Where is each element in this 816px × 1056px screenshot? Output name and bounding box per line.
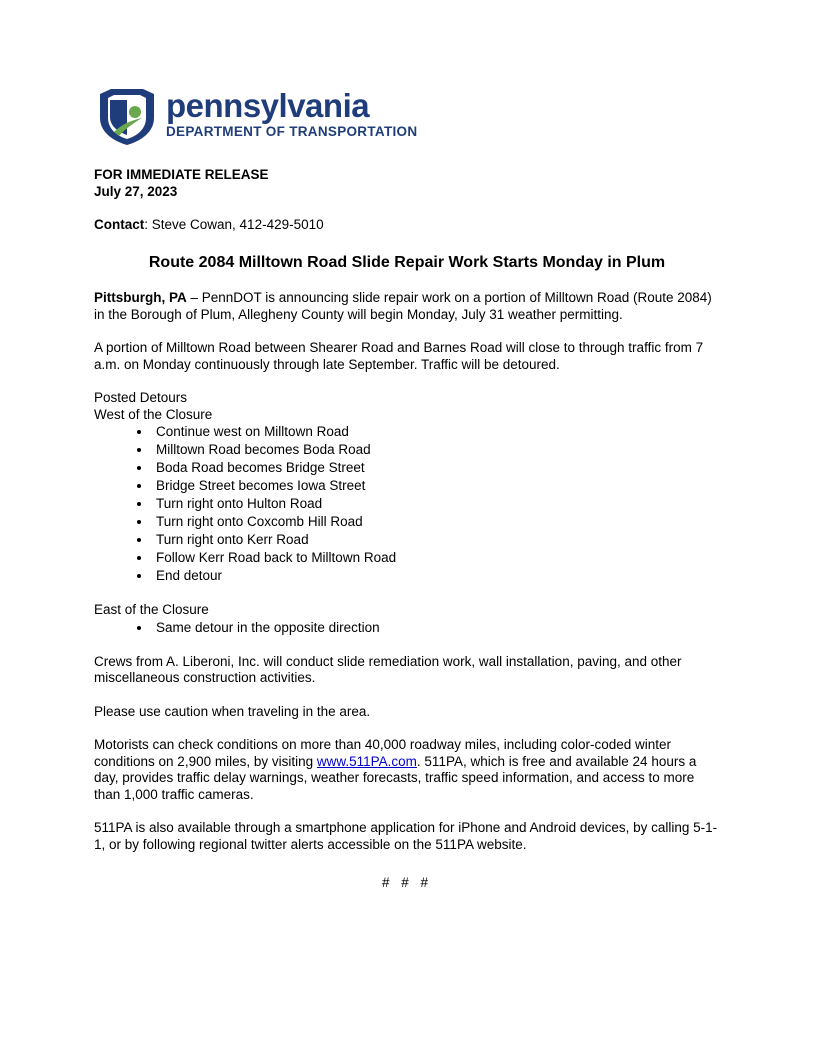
logo-subtitle: DEPARTMENT OF TRANSPORTATION — [166, 124, 418, 139]
release-date: July 27, 2023 — [94, 184, 178, 199]
press-release-headline: Route 2084 Milltown Road Slide Repair Work Starts Monday in Plum — [148, 254, 666, 271]
contact-line — [94, 216, 720, 233]
511pa-link[interactable]: www.511PA.com — [316, 753, 417, 769]
paragraph-511pa-app: 511PA is also available through a smartphone application for iPhone and Android devices, by calling 5-1-1, or by following regional twitter alerts accessible on the 511PA website. — [94, 820, 718, 852]
penndot-logo — [94, 88, 720, 150]
list-item: • Continue west on Milltown Road — [152, 423, 720, 441]
lead-paragraph — [94, 290, 720, 323]
list-item: • Same detour in the opposite direction — [152, 619, 720, 637]
end-of-release-marks: # # # — [381, 875, 433, 890]
list-item: • Milltown Road becomes Boda Road — [152, 441, 720, 459]
posted-detours-heading: Posted Detours — [94, 390, 188, 405]
logo-wordmark: pennsylvania — [166, 87, 370, 124]
east-closure-heading: East of the Closure — [94, 602, 209, 617]
logo-text-block — [166, 88, 417, 140]
list-item: • Bridge Street becomes Iowa Street — [152, 477, 720, 495]
paragraph-closure-details: A portion of Milltown Road between Shearer Road and Barnes Road will close to through traffic from 7 a.m. on Monday continuously through late September. Traffic will be detoured. — [94, 340, 704, 372]
paragraph-caution: Please use caution when traveling in the area. — [94, 703, 371, 719]
lead-paragraph-text: – PennDOT is announcing slide repair work on a portion of Milltown Road (Route 2084) in the Borough of Plum, Allegheny County will begin Monday, July 31 weather permitting. — [94, 290, 712, 322]
immediate-release-label: FOR IMMEDIATE RELEASE — [94, 167, 269, 182]
paragraph-511pa-pre: Motorists can check conditions on more than 40,000 roadway miles, including color-coded winter conditions on 2,900 miles, by visiting — [94, 737, 672, 769]
list-item: • Boda Road becomes Bridge Street — [152, 459, 720, 477]
keystone-logo-icon — [94, 88, 160, 146]
dateline-city: Pittsburgh, PA — [94, 290, 187, 305]
document-content — [94, 88, 720, 890]
spacer — [94, 585, 720, 602]
east-detour-list — [94, 619, 720, 637]
west-detour-list — [94, 423, 720, 585]
spacer — [94, 373, 720, 390]
paragraph-crews: Crews from A. Liberoni, Inc. will conduct slide remediation work, wall installation, paving, and other miscellaneous construction activities. — [94, 653, 682, 685]
list-item: • Follow Kerr Road back to Milltown Road — [152, 549, 720, 567]
contact-value: : Steve Cowan, 412-429-5010 — [144, 217, 324, 232]
list-item: • Turn right onto Kerr Road — [152, 531, 720, 549]
list-item: • Turn right onto Hulton Road — [152, 495, 720, 513]
list-item: • Turn right onto Coxcomb Hill Road — [152, 513, 720, 531]
paragraph-511pa-info — [94, 737, 720, 803]
west-closure-heading: West of the Closure — [94, 406, 213, 422]
list-item: • End detour — [152, 567, 720, 585]
contact-label: Contact — [94, 217, 145, 232]
paragraph-511pa-post: . 511PA, which is free and available 24 hours a day, provides traffic delay warnings, weather forecasts, traffic speed information, and access to more than 1,000 traffic cameras. — [94, 753, 697, 802]
